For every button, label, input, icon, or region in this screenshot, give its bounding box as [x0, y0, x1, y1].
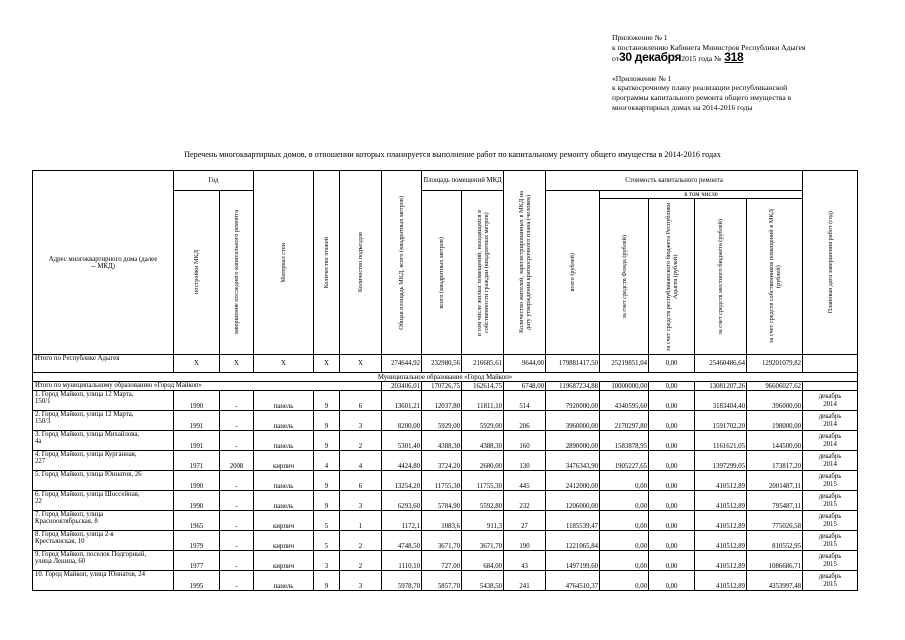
- handwritten-number: 318: [724, 50, 744, 65]
- row-cell-yb: 1990: [174, 391, 220, 411]
- row-cell-ct: 1221065,84: [546, 531, 600, 551]
- row-cell-pr: 5592,80: [462, 491, 504, 511]
- row-cell-cf: 2170297,80: [600, 411, 649, 431]
- row-cell-ta: 1172,1: [382, 511, 422, 531]
- row-cell-cl: 410512,89: [695, 491, 747, 511]
- row-address: 10. Город Майкоп, улица Юннатов, 24: [33, 571, 174, 591]
- row-cell-yb: 1991: [174, 431, 220, 451]
- row-cell-ct: 3960000,00: [546, 411, 600, 431]
- row-cell-cf: 0,00: [600, 531, 649, 551]
- row-address: 5. Город Майкоп, улица Юннатов, 26: [33, 471, 174, 491]
- col-wall-material: Материал стен: [254, 171, 314, 355]
- row-cell-yr: -: [220, 491, 254, 511]
- row-cell-yb: 1971: [174, 451, 220, 471]
- row-cell-rs: 160: [504, 431, 546, 451]
- table-row: [33, 391, 858, 411]
- row-cell-fl: 9: [314, 411, 340, 431]
- row-cell-co: 775026,58: [747, 511, 803, 531]
- row-cell-pr: 11755,30: [462, 471, 504, 491]
- header-line-program: программы капитального ремонта общего имущества в: [612, 92, 792, 102]
- row-address: 3. Город Майкоп, улица Михайлова, 4а: [33, 431, 174, 451]
- header-line-plan: к краткосрочному плану реализации республиканской: [612, 83, 788, 93]
- row-cell-fl: 9: [314, 431, 340, 451]
- row-cell-cr: 0,00: [649, 511, 695, 531]
- col-floors: Количество этажей: [314, 171, 340, 355]
- row-cell-pr: 11811,10: [462, 391, 504, 411]
- row-cell-yr: -: [220, 571, 254, 591]
- row-cell-cl: 1591702,20: [695, 411, 747, 431]
- row-cell-cr: 0,00: [649, 391, 695, 411]
- row-cell-en: 2: [340, 531, 382, 551]
- row-address: 2. Город Майкоп, улица 12 Марта, 150/3: [33, 411, 174, 431]
- row-cell-wm: панель: [254, 411, 314, 431]
- row-cell-rs: 130: [504, 451, 546, 471]
- col-residents: Количество жителей, зарегистрированных в МКД на дату утверждения краткосрочного плана (человек): [504, 171, 546, 355]
- col-entrances: Количество подъездов: [340, 171, 382, 355]
- row-cell-pt: 11755,30: [422, 471, 462, 491]
- row-cell-fl: 9: [314, 391, 340, 411]
- header-line-appendix: Приложение № 1: [612, 33, 668, 42]
- row-cell-en: 3: [340, 491, 382, 511]
- row-cell-yb: 1965: [174, 511, 220, 531]
- row-cell-ta: 5301,40: [382, 431, 422, 451]
- row-planned-date: декабрь 2015: [803, 531, 858, 551]
- row-cell-cf: 0,00: [600, 471, 649, 491]
- row-cell-en: 6: [340, 471, 382, 491]
- row-cell-ct: 1185539,47: [546, 511, 600, 531]
- row-cell-yr: -: [220, 471, 254, 491]
- row-cell-cf: 1583878,95: [600, 431, 649, 451]
- row-cell-fl: 9: [314, 571, 340, 591]
- row-cell-co: 144500,00: [747, 431, 803, 451]
- col-cost-owners: за счет средств собственников помещений в МКД (рублей): [747, 199, 803, 355]
- row-cell-ta: 1110,10: [382, 551, 422, 571]
- row-cell-pt: 5784,90: [422, 491, 462, 511]
- row-cell-pr: 3671,70: [462, 531, 504, 551]
- row-cell-co: 810552,95: [747, 531, 803, 551]
- row-cell-wm: кирпич: [254, 551, 314, 571]
- row-cell-rs: 27: [504, 511, 546, 531]
- total-republic-row: Итого по Республике Адыгея X X X X X 274644,92 232980,56 216685,61 9644,00 179881417,50 25219851,04 0,00 25460486,64 129201079,82: [33, 355, 858, 373]
- row-cell-yr: -: [220, 391, 254, 411]
- table-row: [33, 551, 858, 571]
- row-planned-date: декабрь 2015: [803, 571, 858, 591]
- row-cell-pt: 3671,70: [422, 531, 462, 551]
- row-cell-pt: 3724,20: [422, 451, 462, 471]
- row-cell-cf: 4340595,60: [600, 391, 649, 411]
- row-cell-cr: 0,00: [649, 411, 695, 431]
- row-cell-pt: 12037,80: [422, 391, 462, 411]
- row-cell-ct: 7920000,00: [546, 391, 600, 411]
- col-address: Адрес многоквартирного дома (далее -- МКД): [33, 171, 174, 355]
- table-row: [33, 411, 858, 431]
- row-planned-date: декабрь 2015: [803, 471, 858, 491]
- row-address: 8. Город Майкоп, улица 2-я Крестьянская, 10: [33, 531, 174, 551]
- row-cell-cl: 410512,89: [695, 551, 747, 571]
- col-year-last-repair: завершение последнего капитального ремонта: [220, 191, 254, 355]
- row-cell-ta: 13601,21: [382, 391, 422, 411]
- row-cell-ta: 13254,20: [382, 471, 422, 491]
- row-cell-cf: 1905227,65: [600, 451, 649, 471]
- row-cell-yb: 1979: [174, 531, 220, 551]
- row-cell-en: 4: [340, 451, 382, 471]
- row-cell-ta: 5978,70: [382, 571, 422, 591]
- row-cell-yr: -: [220, 551, 254, 571]
- row-planned-date: декабрь 2014: [803, 451, 858, 471]
- row-cell-wm: кирпич: [254, 511, 314, 531]
- col-including: в том числе: [600, 191, 803, 199]
- row-cell-co: 795487,11: [747, 491, 803, 511]
- row-cell-en: 3: [340, 571, 382, 591]
- row-cell-wm: кирпич: [254, 451, 314, 471]
- row-planned-date: декабрь 2015: [803, 511, 858, 531]
- row-cell-cr: 0,00: [649, 571, 695, 591]
- row-cell-yr: -: [220, 531, 254, 551]
- document-header: [612, 33, 806, 112]
- col-year-built: постройки МКД: [174, 191, 220, 355]
- row-cell-cr: 0,00: [649, 471, 695, 491]
- row-cell-wm: панель: [254, 431, 314, 451]
- table-row: [33, 511, 858, 531]
- row-cell-yb: 1977: [174, 551, 220, 571]
- row-cell-cl: 410512,89: [695, 571, 747, 591]
- row-cell-pr: 684,00: [462, 551, 504, 571]
- repair-table: [32, 170, 858, 591]
- row-cell-pr: 5438,50: [462, 571, 504, 591]
- row-cell-ct: 4764510,37: [546, 571, 600, 591]
- row-cell-co: 1086686,71: [747, 551, 803, 571]
- row-cell-rs: 514: [504, 391, 546, 411]
- row-cell-yr: 2008: [220, 451, 254, 471]
- row-cell-wm: панель: [254, 391, 314, 411]
- row-cell-yb: 1990: [174, 491, 220, 511]
- row-cell-rs: 43: [504, 551, 546, 571]
- row-cell-yr: -: [220, 511, 254, 531]
- header-line-appendix2: «Приложение № 1: [612, 73, 672, 83]
- row-cell-fl: 4: [314, 451, 340, 471]
- row-cell-rs: 190: [504, 531, 546, 551]
- row-cell-pr: 4388,30: [462, 431, 504, 451]
- row-cell-co: 4353997,48: [747, 571, 803, 591]
- row-cell-rs: 241: [504, 571, 546, 591]
- row-cell-co: 2001487,11: [747, 471, 803, 491]
- col-premises-residential: в том числе жилых помещений, находящихся в собственности граждан (квадратных метров): [462, 191, 504, 355]
- row-cell-cl: 1397299,05: [695, 451, 747, 471]
- row-cell-wm: кирпич: [254, 531, 314, 551]
- col-cost-local: за счет средств местного бюджета (рублей): [695, 199, 747, 355]
- row-cell-ct: 2890000,00: [546, 431, 600, 451]
- total-municipality-row: Итого по муниципальному образованию «Город Майкоп» 203406,01 170726,75 162614,75 6748,00 119687234,88 10000000,00 0,00 13081207,26 96606027,62: [33, 382, 858, 391]
- row-cell-yr: -: [220, 411, 254, 431]
- row-planned-date: декабрь 2014: [803, 391, 858, 411]
- row-address: 9. Город Майкоп, поселок Подгорный, улица Ленина, 60: [33, 551, 174, 571]
- row-cell-wm: панель: [254, 471, 314, 491]
- row-cell-pt: 5857,70: [422, 571, 462, 591]
- row-cell-pr: 5929,00: [462, 411, 504, 431]
- row-cell-co: 198000,00: [747, 411, 803, 431]
- row-cell-cf: 0,00: [600, 551, 649, 571]
- row-planned-date: декабрь 2014: [803, 431, 858, 451]
- col-planned-date: Плановая дата завершения работ (год): [803, 171, 858, 355]
- row-cell-ta: 8200,00: [382, 411, 422, 431]
- col-cost-fund: за счет средств Фонда (рублей): [600, 199, 649, 355]
- row-cell-co: 396000,00: [747, 391, 803, 411]
- table-row: [33, 431, 858, 451]
- header-line-years: многоквартирных домах на 2014-2016 годы: [612, 102, 753, 112]
- row-cell-cr: 0,00: [649, 491, 695, 511]
- row-address: 4. Город Майкоп, улица Курганная, 227: [33, 451, 174, 471]
- row-cell-pr: 2680,00: [462, 451, 504, 471]
- row-cell-pt: 727,00: [422, 551, 462, 571]
- row-cell-cl: 3183404,40: [695, 391, 747, 411]
- row-cell-cf: 0,00: [600, 511, 649, 531]
- row-cell-wm: панель: [254, 571, 314, 591]
- row-cell-cr: 0,00: [649, 551, 695, 571]
- row-cell-en: 2: [340, 551, 382, 571]
- row-cell-ct: 2412000,00: [546, 471, 600, 491]
- row-cell-pr: 911,3: [462, 511, 504, 531]
- row-planned-date: декабрь 2014: [803, 411, 858, 431]
- row-cell-cf: 0,00: [600, 571, 649, 591]
- row-cell-en: 2: [340, 431, 382, 451]
- row-cell-yb: 1995: [174, 571, 220, 591]
- col-cost-group: Стоимость капитального ремонта: [546, 171, 803, 191]
- row-cell-co: 173817,20: [747, 451, 803, 471]
- row-cell-yb: 1990: [174, 471, 220, 491]
- row-cell-yb: 1991: [174, 411, 220, 431]
- col-cost-total: всего (рублей): [546, 191, 600, 355]
- document-title: Перечень многоквартирных домов, в отношении которых планируется выполнение работ по капитальному ремонту общего имущества в 2014-2016 годах: [184, 150, 721, 159]
- row-cell-cl: 410512,89: [695, 531, 747, 551]
- row-address: 7. Город Майкоп, улица Краснооктябрьская, 8: [33, 511, 174, 531]
- row-address: 6. Город Майкоп, улица Шоссейная, 22: [33, 491, 174, 511]
- row-cell-fl: 5: [314, 511, 340, 531]
- row-cell-fl: 9: [314, 491, 340, 511]
- row-cell-ct: 3476343,90: [546, 451, 600, 471]
- table-row: [33, 571, 858, 591]
- row-cell-en: 3: [340, 411, 382, 431]
- row-cell-yr: -: [220, 431, 254, 451]
- row-cell-cr: 0,00: [649, 451, 695, 471]
- col-cost-republic: за счет средств республиканского бюджета Республики Адыгея (рублей): [649, 199, 695, 355]
- row-cell-cr: 0,00: [649, 531, 695, 551]
- row-planned-date: декабрь 2015: [803, 491, 858, 511]
- row-cell-cl: 410512,89: [695, 511, 747, 531]
- header-line-date: от30 декабря2015 года № 318: [612, 50, 744, 65]
- row-cell-ta: 4748,50: [382, 531, 422, 551]
- table-row: [33, 451, 858, 471]
- col-premises-total: всего (квадратных метров): [422, 191, 462, 355]
- row-cell-cl: 410512,89: [695, 471, 747, 491]
- row-cell-wm: панель: [254, 491, 314, 511]
- row-cell-cr: 0,00: [649, 431, 695, 451]
- handwritten-date: 30 декабря: [619, 50, 682, 65]
- row-cell-pt: 4388,30: [422, 431, 462, 451]
- col-premises-group: Площадь помещений МКД: [422, 171, 504, 191]
- row-cell-fl: 5: [314, 531, 340, 551]
- row-cell-ta: 6293,60: [382, 491, 422, 511]
- row-cell-rs: 206: [504, 411, 546, 431]
- row-cell-pt: 5929,00: [422, 411, 462, 431]
- col-year-group: Год: [174, 171, 254, 191]
- row-address: 1. Город Майкоп, улица 12 Марта, 150/1: [33, 391, 174, 411]
- row-planned-date: декабрь 2015: [803, 551, 858, 571]
- row-cell-fl: 3: [314, 551, 340, 571]
- row-cell-ta: 4424,80: [382, 451, 422, 471]
- header-line-decree: к постановлению Кабинета Министров Республики Адыгея: [612, 42, 806, 52]
- row-cell-rs: 232: [504, 491, 546, 511]
- table-row: [33, 471, 858, 491]
- table-row: [33, 531, 858, 551]
- row-cell-fl: 9: [314, 471, 340, 491]
- row-cell-ct: 1206000,00: [546, 491, 600, 511]
- row-cell-cf: 0,00: [600, 491, 649, 511]
- col-total-area: Общая площадь МКД, всего (квадратных метров): [382, 171, 422, 355]
- row-cell-pt: 1083,6: [422, 511, 462, 531]
- row-cell-en: 6: [340, 391, 382, 411]
- row-cell-en: 1: [340, 511, 382, 531]
- row-cell-ct: 1497199,60: [546, 551, 600, 571]
- table-row: [33, 491, 858, 511]
- row-cell-cl: 1161621,05: [695, 431, 747, 451]
- municipality-row: Муниципальное образование «Город Майкоп»: [33, 373, 858, 382]
- row-cell-rs: 445: [504, 471, 546, 491]
